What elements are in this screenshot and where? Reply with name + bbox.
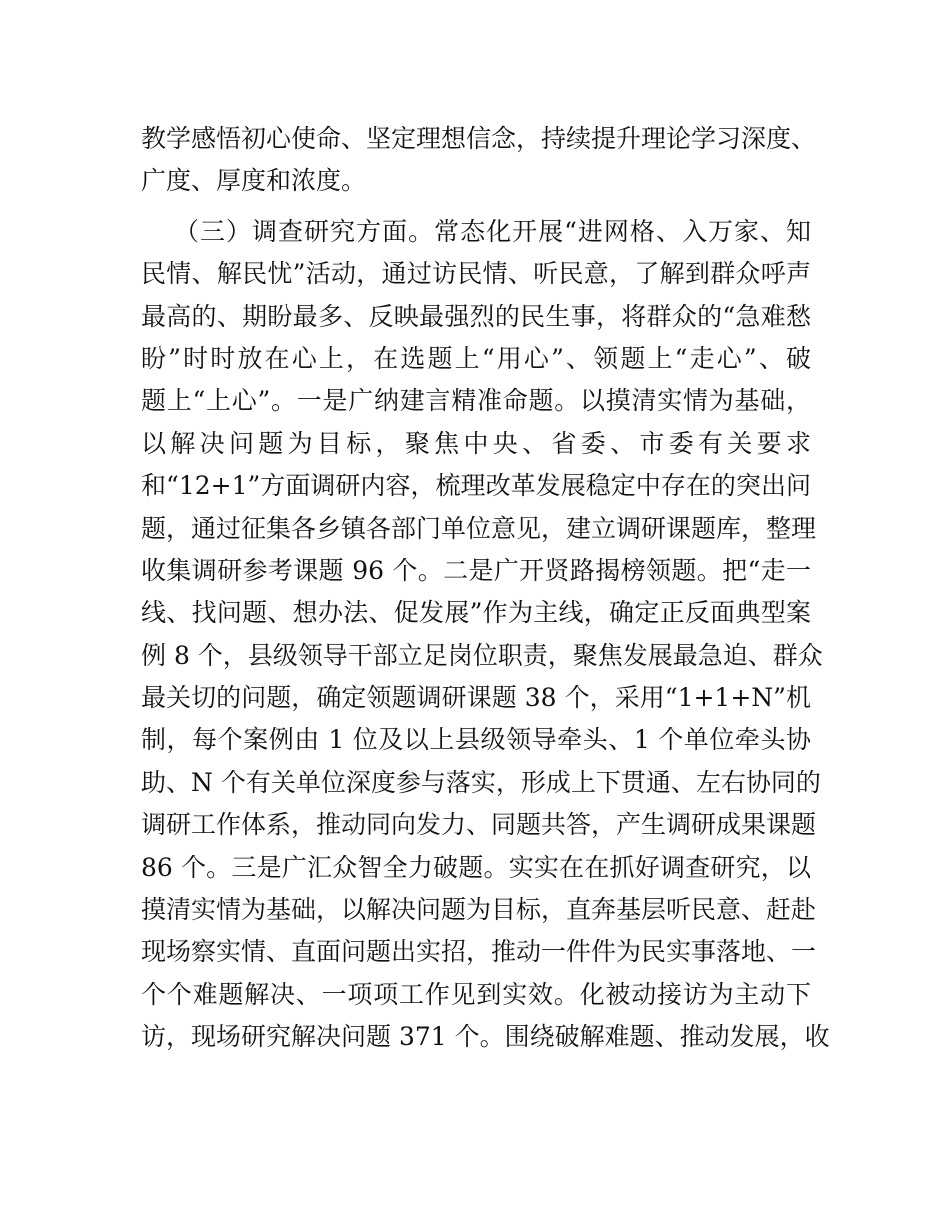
text-line: 盼”时时放在心上，在选题上“用心”、领题上“走心”、破 (141, 343, 811, 373)
text-line: 广度、厚度和浓度。 (141, 166, 367, 196)
text-line: 访，现场研究解决问题 371 个。围绕破解难题、推动发展，收 (141, 1022, 830, 1052)
text-line: 制，每个案例由 1 位及以上县级领导牵头、1 个单位牵头协 (141, 725, 811, 755)
text-line: 86 个。三是广汇众智全力破题。实实在在抓好调查研究，以 (141, 852, 811, 882)
paragraph-1 (141, 118, 817, 203)
text-line: 和“12+1”方面调研内容，梳理改革发展稳定中存在的突出问 (141, 471, 811, 501)
text-line: 摸清实情为基础，以解决问题为目标，直奔基层听民意、赶赴 (141, 895, 817, 925)
text-line: 线、找问题、想办法、促发展”作为主线，确定正反面典型案 (141, 598, 811, 628)
text-line: 调研工作体系，推动同向发力、同题共答，产生调研成果课题 (141, 810, 817, 840)
text-line: （三）调查研究方面。常态化开展“进网格、入万家、知 (174, 216, 811, 246)
text-line: 教学感悟初心使命、坚定理想信念，持续提升理论学习深度、 (141, 124, 817, 153)
text-line: 现场察实情、直面问题出实招，推动一件件为民实事落地、一 (141, 937, 817, 967)
text-line: 收集调研参考课题 96 个。二是广开贤路揭榜领题。把“走一 (141, 555, 811, 585)
text-line: 题，通过征集各乡镇各部门单位意见，建立调研课题库，整理 (141, 513, 817, 543)
text-line: 最关切的问题，确定领题调研课题 38 个，采用“1+1+N”机 (141, 683, 811, 713)
text-line: 助、N 个有关单位深度参与落实，形成上下贯通、左右协同的 (141, 767, 821, 797)
text-line: 例 8 个，县级领导干部立足岗位职责，聚焦发展最急迫、群众 (141, 640, 823, 670)
text-line: 最高的、期盼最多、反映最强烈的民生事，将群众的“急难愁 (141, 301, 811, 331)
text-line: 以解决问题为目标，聚焦中央、省委、市委有关要求 (141, 428, 811, 458)
text-line: 个个难题解决、一项项工作见到实效。化被动接访为主动下 (141, 979, 811, 1009)
text-line: 民情、解民忧”活动，通过访民情、听民意，了解到群众呼声 (141, 259, 811, 289)
document-body (141, 118, 830, 1059)
paragraph-2 (141, 211, 830, 1059)
text-line: 题上“上心”。一是广纳建言精准命题。以摸清实情为基础， (141, 386, 811, 416)
